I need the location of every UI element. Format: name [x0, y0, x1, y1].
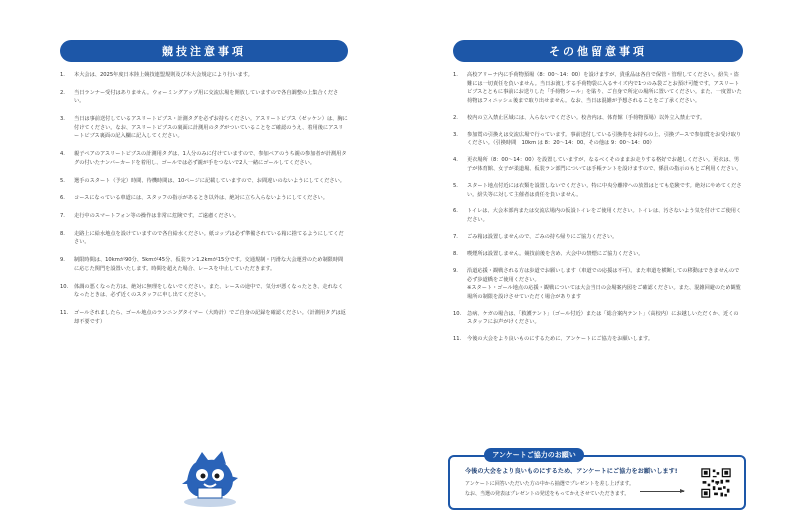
- competition-note-item: [60, 256, 348, 273]
- competition-notes-column: [60, 40, 348, 335]
- item-text: 当日ランナー受付はありません。ウォーミングアップ用に交流広場を開放していますので各自調整の上集合ください。: [74, 89, 339, 105]
- other-notes-column: [453, 40, 743, 352]
- item-text: 更衣場所（8：00〜14：00）を設置していますが、なるべくそのままお走りする格好でお越しください。更衣は、男子が体育館、女子が柔道場、仮装ラン部門については手帳テントを設けますので、係員の指示のもとご利用ください。: [467, 157, 742, 172]
- item-number: 11.: [60, 309, 69, 316]
- other-note-item: [453, 156, 743, 173]
- other-note-item: [453, 131, 743, 148]
- other-note-item: [453, 250, 743, 259]
- item-text: 本大会は、2025年度日本陸上競技連盟規則及び本大会規定により行います。: [74, 72, 253, 78]
- item-text: 今後の大会をより良いものにするために、アンケートにご協力をお願いします。: [467, 336, 654, 343]
- item-number: 8.: [60, 230, 65, 237]
- other-note-item: [453, 114, 743, 123]
- item-text: 急病、ケガの場合は、「救護テント」（ゴール付近）または「総合案内テント」（高校内）にお越しいただくか、近くのスタッフにお声がけください。: [467, 310, 739, 326]
- item-text: 制限時間は、10kmが90分、5kmが45分、仮装ラン1.2kmが15分です。交通規制・円滑な大会運営のため制限時間に応じた関門を設置いたします。時間を超えた場合、レースを中止していただきます。: [74, 257, 344, 272]
- item-number: 5.: [60, 177, 65, 184]
- competition-note-item: [60, 283, 348, 300]
- item-number: 5.: [453, 182, 458, 189]
- item-number: 6.: [453, 208, 458, 215]
- item-number: 3.: [60, 116, 65, 123]
- item-text: 沿道応援・観戦される方は歩道でお願いします（車道での応援は不可）。また車道を横断しての移動はできませんので必ず歩道橋をご使用ください。: [467, 268, 740, 283]
- other-note-item: [453, 310, 743, 327]
- item-number: 9.: [60, 257, 65, 264]
- item-number: 10.: [453, 310, 462, 317]
- other-note-item: [453, 267, 743, 301]
- competition-note-item: [60, 150, 348, 167]
- survey-line-1: アンケートに回答いただいた方の中から抽選でプレゼントを差し上げます。: [465, 481, 635, 487]
- item-text: 走路上に給水地点を設けていますので各自給水ください。紙コップは必ず準備されている箱に捨てるようにしてください。: [74, 230, 344, 246]
- other-note-item: [453, 71, 743, 105]
- competition-note-item: [60, 89, 348, 106]
- competition-notes-title: 競技注意事項: [60, 40, 348, 62]
- other-note-item: [453, 233, 743, 242]
- competition-note-item: [60, 309, 348, 326]
- item-number: 7.: [453, 234, 458, 241]
- competition-notes-list: [60, 71, 348, 326]
- item-number: 10.: [60, 283, 69, 290]
- item-number: 2.: [453, 114, 458, 121]
- item-text: ごみ箱は設置しませんので、ごみの持ち帰りにご協力ください。: [467, 234, 618, 241]
- item-number: 8.: [453, 251, 458, 258]
- other-notes-list: [453, 71, 743, 344]
- item-number: 11.: [453, 336, 462, 343]
- survey-title: アンケートご協力のお願い: [484, 448, 584, 462]
- arrow-right-icon: [640, 491, 684, 492]
- item-number: 4.: [60, 151, 65, 158]
- item-number: 2.: [60, 89, 65, 96]
- competition-note-item: [60, 71, 348, 80]
- other-note-item: [453, 335, 743, 344]
- competition-note-item: [60, 194, 348, 203]
- item-text: スタート地点付近には衣類を設置しないでください。特に中央分離帯への放置はとても危険です。絶対にやめてください。紛失等に対して主催者は責任を負いません。: [467, 182, 742, 198]
- item-text: コースになっている車道には、スタッフの指示があるとき以外は、絶対に立ち入らないようにしてください。: [74, 195, 328, 202]
- item-text: トイレは、大会本部内または交流広場内の仮設トイレをご使用ください。トイレは、汚さないよう気を付けてご使用ください。: [467, 208, 742, 224]
- item-number: 1.: [60, 72, 65, 78]
- competition-note-item: [60, 115, 348, 141]
- item-text: 走行中のスマートフォン等の操作は非常に危険です。ご遠慮ください。: [74, 213, 240, 220]
- competition-note-item: [60, 177, 348, 186]
- item-number: 6.: [60, 195, 65, 202]
- item-text: 親子ペアのアスリートビブスの計測用タグは、1人分のみに付けていますので、参加ペアのうち親の参加者が計測用タグの付いたナンバーカードを着用し、ゴールでは必ず親が手をつないで2人一緒にゴールしてください。: [74, 151, 347, 166]
- mascot-icon: [178, 448, 242, 508]
- item-text: 選手のスタート（予定）時間、待機時間は、10ページに記載していますので、お間違いのないようにしてください。: [74, 177, 345, 184]
- item-number: 4.: [453, 157, 458, 164]
- survey-line-2: なお、当選の発表はプレゼントの発送をもってかえさせていただきます。: [465, 491, 630, 497]
- item-number: 1.: [453, 72, 458, 78]
- item-number: 7.: [60, 213, 65, 220]
- item-text: 体調の悪くなった方は、絶対に無理をしないでください。また、レースの途中で、気分が悪くなったとき、走れなくなったときは、必ず近くのスタッフに申し出てください。: [74, 283, 344, 299]
- item-note: ※スタート・ゴール地点の応援・観戦については大会当日の会場案内図をご確認ください。また、混雑回避のため観覧場所の制限を設けさせていただく場合があります: [467, 285, 741, 300]
- other-note-item: [453, 182, 743, 199]
- other-note-item: [453, 207, 743, 224]
- qr-code-icon[interactable]: [700, 467, 732, 499]
- item-text: ゴールされましたら、ゴール地点のランニングタイマー（大時計）でご自身の記録を確認ください。（計測用タグは返却不要です）: [74, 309, 346, 325]
- item-text: 喫煙所は設置しません。競技前後を含め、大会中の禁煙にご協力ください。: [467, 251, 644, 258]
- item-text: 高校アリーナ内に手荷物預場（8：00〜14：00）を設けますが、貴重品は各自で保管・管理してください。紛失・盗難には一切責任を負いません。当日お渡しする手荷物袋に入るサイズ内で1つのみ袋ごとお預け可能です。アスリートビブスとともに事前にお送りした「手荷物シール」を貼り、ご自身で所定の場所に置いてください。また、一度置いた荷物はフィニッシュ後まで取り出せません。なお、当日は混雑が予想されることをご了承ください。: [467, 72, 742, 104]
- item-text: 校内の立入禁止区域には、入らないでください。校舎内は、体育館（手荷物預場）以外立入禁止です。: [467, 114, 706, 121]
- item-number: 3.: [453, 131, 458, 138]
- survey-main-text: 今後の大会をより良いものにするため、アンケートにご協力をお願いします!: [465, 468, 678, 475]
- item-text: 参加賞の引換えは交流広場で行っています。事前送付している引換券をお持ちの上、引換ブースで参加賞をお受け取りください。（引換時間 10km は 8：20〜14：00、その他は 9：00〜14：00）: [467, 131, 742, 147]
- competition-note-item: [60, 230, 348, 247]
- other-notes-title: その他留意事項: [453, 40, 743, 62]
- competition-note-item: [60, 212, 348, 221]
- item-number: 9.: [453, 268, 458, 275]
- item-text: 当日は事前送付しているアスリートビブス・計測タグを必ずお持ちください。アスリートビブス（ゼッケン）は、胸に付けてください。なお、アスリートビブスの裏面に計測用のタグがついていることをご確認のうえ、着用後にアスリートビブス裏面の記入欄に記入してください。: [74, 116, 348, 140]
